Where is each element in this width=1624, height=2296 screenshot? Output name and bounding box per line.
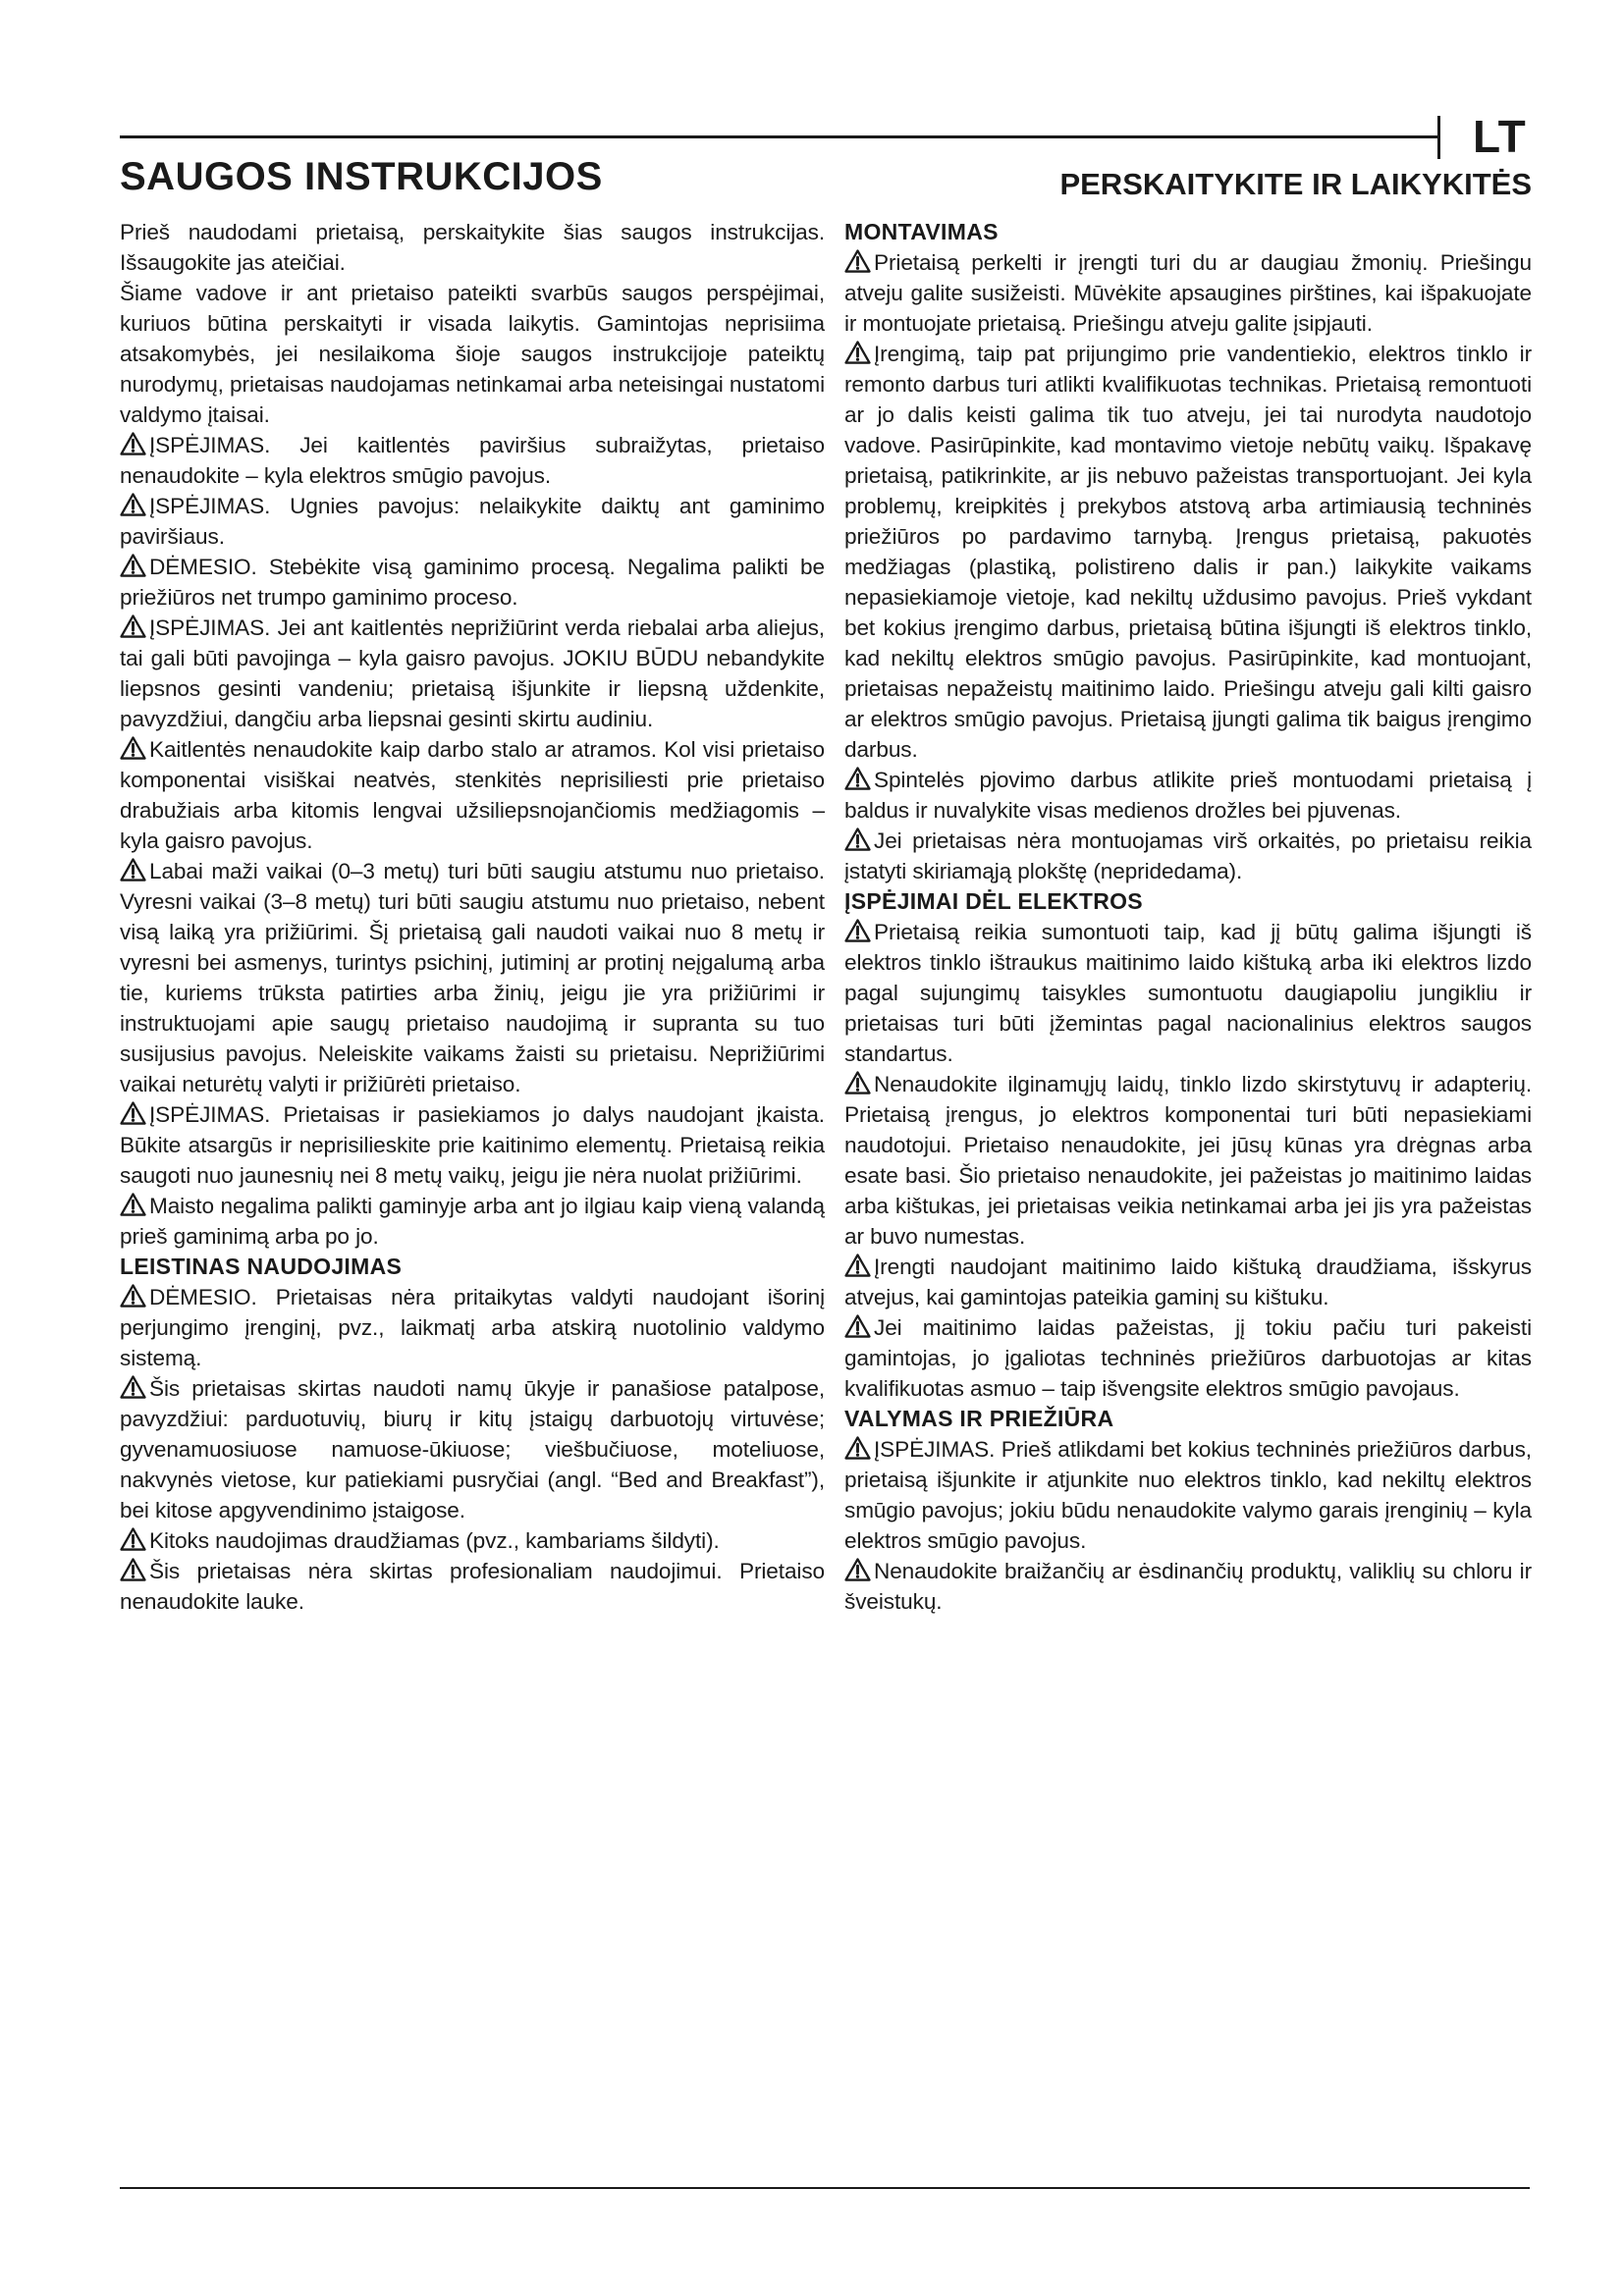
- warning-triangle-icon: [120, 554, 146, 577]
- warning-triangle-icon: [120, 432, 146, 455]
- warning-triangle-icon: [120, 1101, 146, 1125]
- warning-triangle-icon: [844, 919, 871, 942]
- warning-paragraph: Kaitlentės nenaudokite kaip darbo stalo ar atramos. Kol visi prietaiso komponentai visiškai neatvės, stenkitės neprisiliesti prie prietaiso drabužiais arba kitomis lengvai užsiliepsnojančiomis medžiagomis – kyla gaisro pavojus.: [120, 737, 825, 853]
- warning-paragraph: Šis prietaisas skirtas naudoti namų ūkyje ir panašiose patalpose, pavyzdžiui: parduotuvių, biurų ir kitų įstaigų darbuotojų virtuvėse; gyvenamuosiuose namuose-ūkiuose; viešbučiuose, moteliuose, nakvynės vietose, kur patiekiami pusryčiai (angl. “Bed and Breakfast”), bei kitose apgyvendinimo įstaigose.: [120, 1376, 825, 1522]
- warning-paragraph: Nenaudokite braižančių ar ėsdinančių produktų, valiklių su chloru ir šveistukų.: [844, 1559, 1532, 1614]
- warning-triangle-icon: [120, 1558, 146, 1581]
- section-heading-permitted-use: LEISTINAS NAUDOJIMAS: [120, 1254, 403, 1279]
- warning-paragraph: DĖMESIO. Stebėkite visą gaminimo procesą. Negalima palikti be priežiūros net trumpo gaminimo proceso.: [120, 555, 825, 610]
- warning-triangle-icon: [120, 493, 146, 516]
- warning-paragraph: Įrengti naudojant maitinimo laido kištuką draudžiama, išskyrus atvejus, kai gamintojas pateikia gaminį su kištuku.: [844, 1255, 1532, 1309]
- warning-paragraph: ĮSPĖJIMAS. Jei kaitlentės paviršius subraižytas, prietaiso nenaudokite – kyla elektros smūgio pavojus.: [120, 433, 825, 488]
- section-heading-electrical: ĮSPĖJIMAI DĖL ELEKTROS: [844, 888, 1143, 914]
- warning-paragraph: ĮSPĖJIMAS. Jei ant kaitlentės neprižiūrint verda riebalai arba aliejus, tai gali būti pavojinga – kyla gaisro pavojus. JOKIU BŪDU nebandykite liepsnos gesinti vandeniu; prietaisą išjunkite ir liepsną uždenkite, pavyzdžiui, dangčiu arba liepsnai gesinti skirtu audiniu.: [120, 615, 825, 731]
- warning-paragraph: Kitoks naudojimas draudžiamas (pvz., kambariams šildyti).: [120, 1525, 825, 1556]
- warning-triangle-icon: [844, 341, 871, 364]
- page-title: SAUGOS INSTRUKCIJOS: [120, 155, 603, 198]
- section-heading-cleaning: VALYMAS IR PRIEŽIŪRA: [844, 1406, 1114, 1431]
- warning-paragraph: ĮSPĖJIMAS. Prieš atlikdami bet kokius techninės priežiūros darbus, prietaisą išjunkite ir atjunkite nuo elektros tinklo, kad nekiltų elektros smūgio pavojus; jokiu būdu nenaudokite valymo garais įrenginių – kyla elektros smūgio pavojus.: [844, 1437, 1532, 1553]
- warning-triangle-icon: [844, 1071, 871, 1095]
- warning-triangle-icon: [120, 1527, 146, 1551]
- language-code: LT: [1473, 111, 1527, 162]
- warning-triangle-icon: [844, 1558, 871, 1581]
- header-divider: [1437, 116, 1440, 159]
- warning-paragraph: Labai maži vaikai (0–3 metų) turi būti saugiu atstumu nuo prietaiso. Vyresni vaikai (3–8 metų) turi būti saugiu atstumu nuo prietaiso, nebent visą laiką yra prižiūrimi. Šį prietaisą gali naudoti vaikai nuo 8 metų ir vyresni bei asmenys, turintys psichinį, jutiminį ar protinį neįgalumą arba tie, kuriems trūksta patirties arba žinių, jeigu jie yra prižiūrimi ir instruktuojami apie saugų prietaiso naudojimą ir supranta su tuo susijusius pavojus. Neleiskite vaikams žaisti su prietaisu. Neprižiūrimi vaikai neturėtų valyti ir prižiūrėti prietaiso.: [120, 859, 825, 1096]
- warning-paragraph: Nenaudokite ilginamųjų laidų, tinklo lizdo skirstytuvų ir adapterių. Prietaisą įrengus, jo elektros komponentai turi būti nepasiekiami naudotojui. Prietaiso nenaudokite, jei jūsų kūnas yra drėgnas arba esate basi. Šio prietaiso nenaudokite, jei pažeistas jo maitinimo laidas arba kištukas, jei prietaisas veikia netinkamai arba jei jis yra pažeistas ar buvo numestas.: [844, 1072, 1532, 1249]
- warning-paragraph: Spintelės pjovimo darbus atlikite prieš montuodami prietaisą į baldus ir nuvalykite visas medienos drožles bei pjuvenas.: [844, 768, 1532, 823]
- warning-triangle-icon: [844, 767, 871, 790]
- warning-triangle-icon: [844, 1314, 871, 1338]
- warning-paragraph: Jei prietaisas nėra montuojamas virš orkaitės, po prietaisu reikia įstatyti skiriamąją plokštę (nepridedama).: [844, 828, 1532, 883]
- page-subtitle: PERSKAITYKITE IR LAIKYKITĖS: [1059, 167, 1532, 201]
- section-heading-installation: MONTAVIMAS: [844, 219, 999, 244]
- warning-paragraph: ĮSPĖJIMAS. Prietaisas ir pasiekiamos jo dalys naudojant įkaista. Būkite atsargūs ir neprisilieskite prie kaitinimo elementų. Prietaisą reikia saugoti nuo jaunesnių nei 8 metų vaikų, jeigu jie nėra nuolat prižiūrimi.: [120, 1102, 825, 1188]
- warning-triangle-icon: [120, 1284, 146, 1308]
- warning-triangle-icon: [844, 1436, 871, 1460]
- left-column: [120, 217, 825, 1617]
- warning-triangle-icon: [120, 1193, 146, 1216]
- right-column: [844, 217, 1532, 1617]
- header-rule: [120, 135, 1437, 138]
- warning-paragraph: Šis prietaisas nėra skirtas profesionaliam naudojimui. Prietaiso nenaudokite lauke.: [120, 1559, 825, 1614]
- intro-paragraph: Prieš naudodami prietaisą, perskaitykite šias saugos instrukcijas. Išsaugokite jas ateičiai.: [120, 220, 825, 275]
- warning-triangle-icon: [120, 614, 146, 638]
- warning-triangle-icon: [120, 858, 146, 881]
- warning-triangle-icon: [844, 249, 871, 273]
- warning-paragraph: DĖMESIO. Prietaisas nėra pritaikytas valdyti naudojant išorinį perjungimo įrenginį, pvz., laikmatį arba atskirą nuotolinio valdymo sistemą.: [120, 1285, 825, 1370]
- warning-triangle-icon: [120, 736, 146, 760]
- warning-paragraph: Maisto negalima palikti gaminyje arba ant jo ilgiau kaip vieną valandą prieš gaminimą arba po jo.: [120, 1194, 825, 1249]
- warning-triangle-icon: [844, 1254, 871, 1277]
- footer-rule: [120, 2187, 1530, 2189]
- warning-paragraph: Įrengimą, taip pat prijungimo prie vandentiekio, elektros tinklo ir remonto darbus turi atlikti kvalifikuotas technikas. Prietaisą remontuoti ar jo dalis keisti galima tik tuo atveju, jei tai nurodyta naudotojo vadove. Pasirūpinkite, kad montavimo vietoje nebūtų vaikų. Išpakavę prietaisą, patikrinkite, ar jis nebuvo pažeistas transportuojant. Jei kyla problemų, kreipkitės į prekybos atstovą arba artimiausią techninės priežiūros po pardavimo tarnybą. Įrengus prietaisą, pakuotės medžiagas (plastiką, polistireno dalis ir pan.) laikykite vaikams nepasiekiamoje vietoje, kad nekiltų uždusimo pavojus. Prieš vykdant bet kokius įrengimo darbus, prietaisą būtina išjungti iš elektros tinklo, kad nekiltų elektros smūgio pavojus. Pasirūpinkite, kad montuojant, prietaisas nepažeistų maitinimo laido. Priešingu atveju gali kilti gaisro ar elektros smūgio pavojus. Prietaisą įjungti galima tik baigus įrengimo darbus.: [844, 342, 1532, 762]
- warning-paragraph: ĮSPĖJIMAS. Ugnies pavojus: nelaikykite daiktų ant gaminimo paviršiaus.: [120, 494, 825, 549]
- warning-paragraph: Prietaisą perkelti ir įrengti turi du ar daugiau žmonių. Priešingu atveju galite susižeisti. Mūvėkite apsaugines pirštines, kai išpakuojate ir montuojate prietaisą. Priešingu atveju galite įsipjauti.: [844, 250, 1532, 336]
- warning-triangle-icon: [844, 828, 871, 851]
- warning-paragraph: Jei maitinimo laidas pažeistas, jį tokiu pačiu turi pakeisti gamintojas, jo įgaliotas techninės priežiūros darbuotojas ar kitas kvalifikuotas asmuo – taip išvengsite elektros smūgio pavojaus.: [844, 1315, 1532, 1401]
- warning-paragraph: Prietaisą reikia sumontuoti taip, kad jį būtų galima išjungti iš elektros tinklo ištraukus maitinimo laido kištuką arba iki elektros lizdo pagal sujungimų taisykles sumontuotu daugiapoliu jungikliu ir prietaisas turi būti įžemintas pagal nacionalinius elektros saugos standartus.: [844, 920, 1532, 1066]
- intro-paragraph: Šiame vadove ir ant prietaiso pateikti svarbūs saugos perspėjimai, kuriuos būtina perskaityti ir visada laikytis. Gamintojas neprisiima atsakomybės, jei nesilaikoma šioje saugos instrukcijoje pateiktų nurodymų, prietaisas naudojamas netinkamai arba neteisingai nustatomi valdymo įtaisai.: [120, 281, 825, 427]
- warning-triangle-icon: [120, 1375, 146, 1399]
